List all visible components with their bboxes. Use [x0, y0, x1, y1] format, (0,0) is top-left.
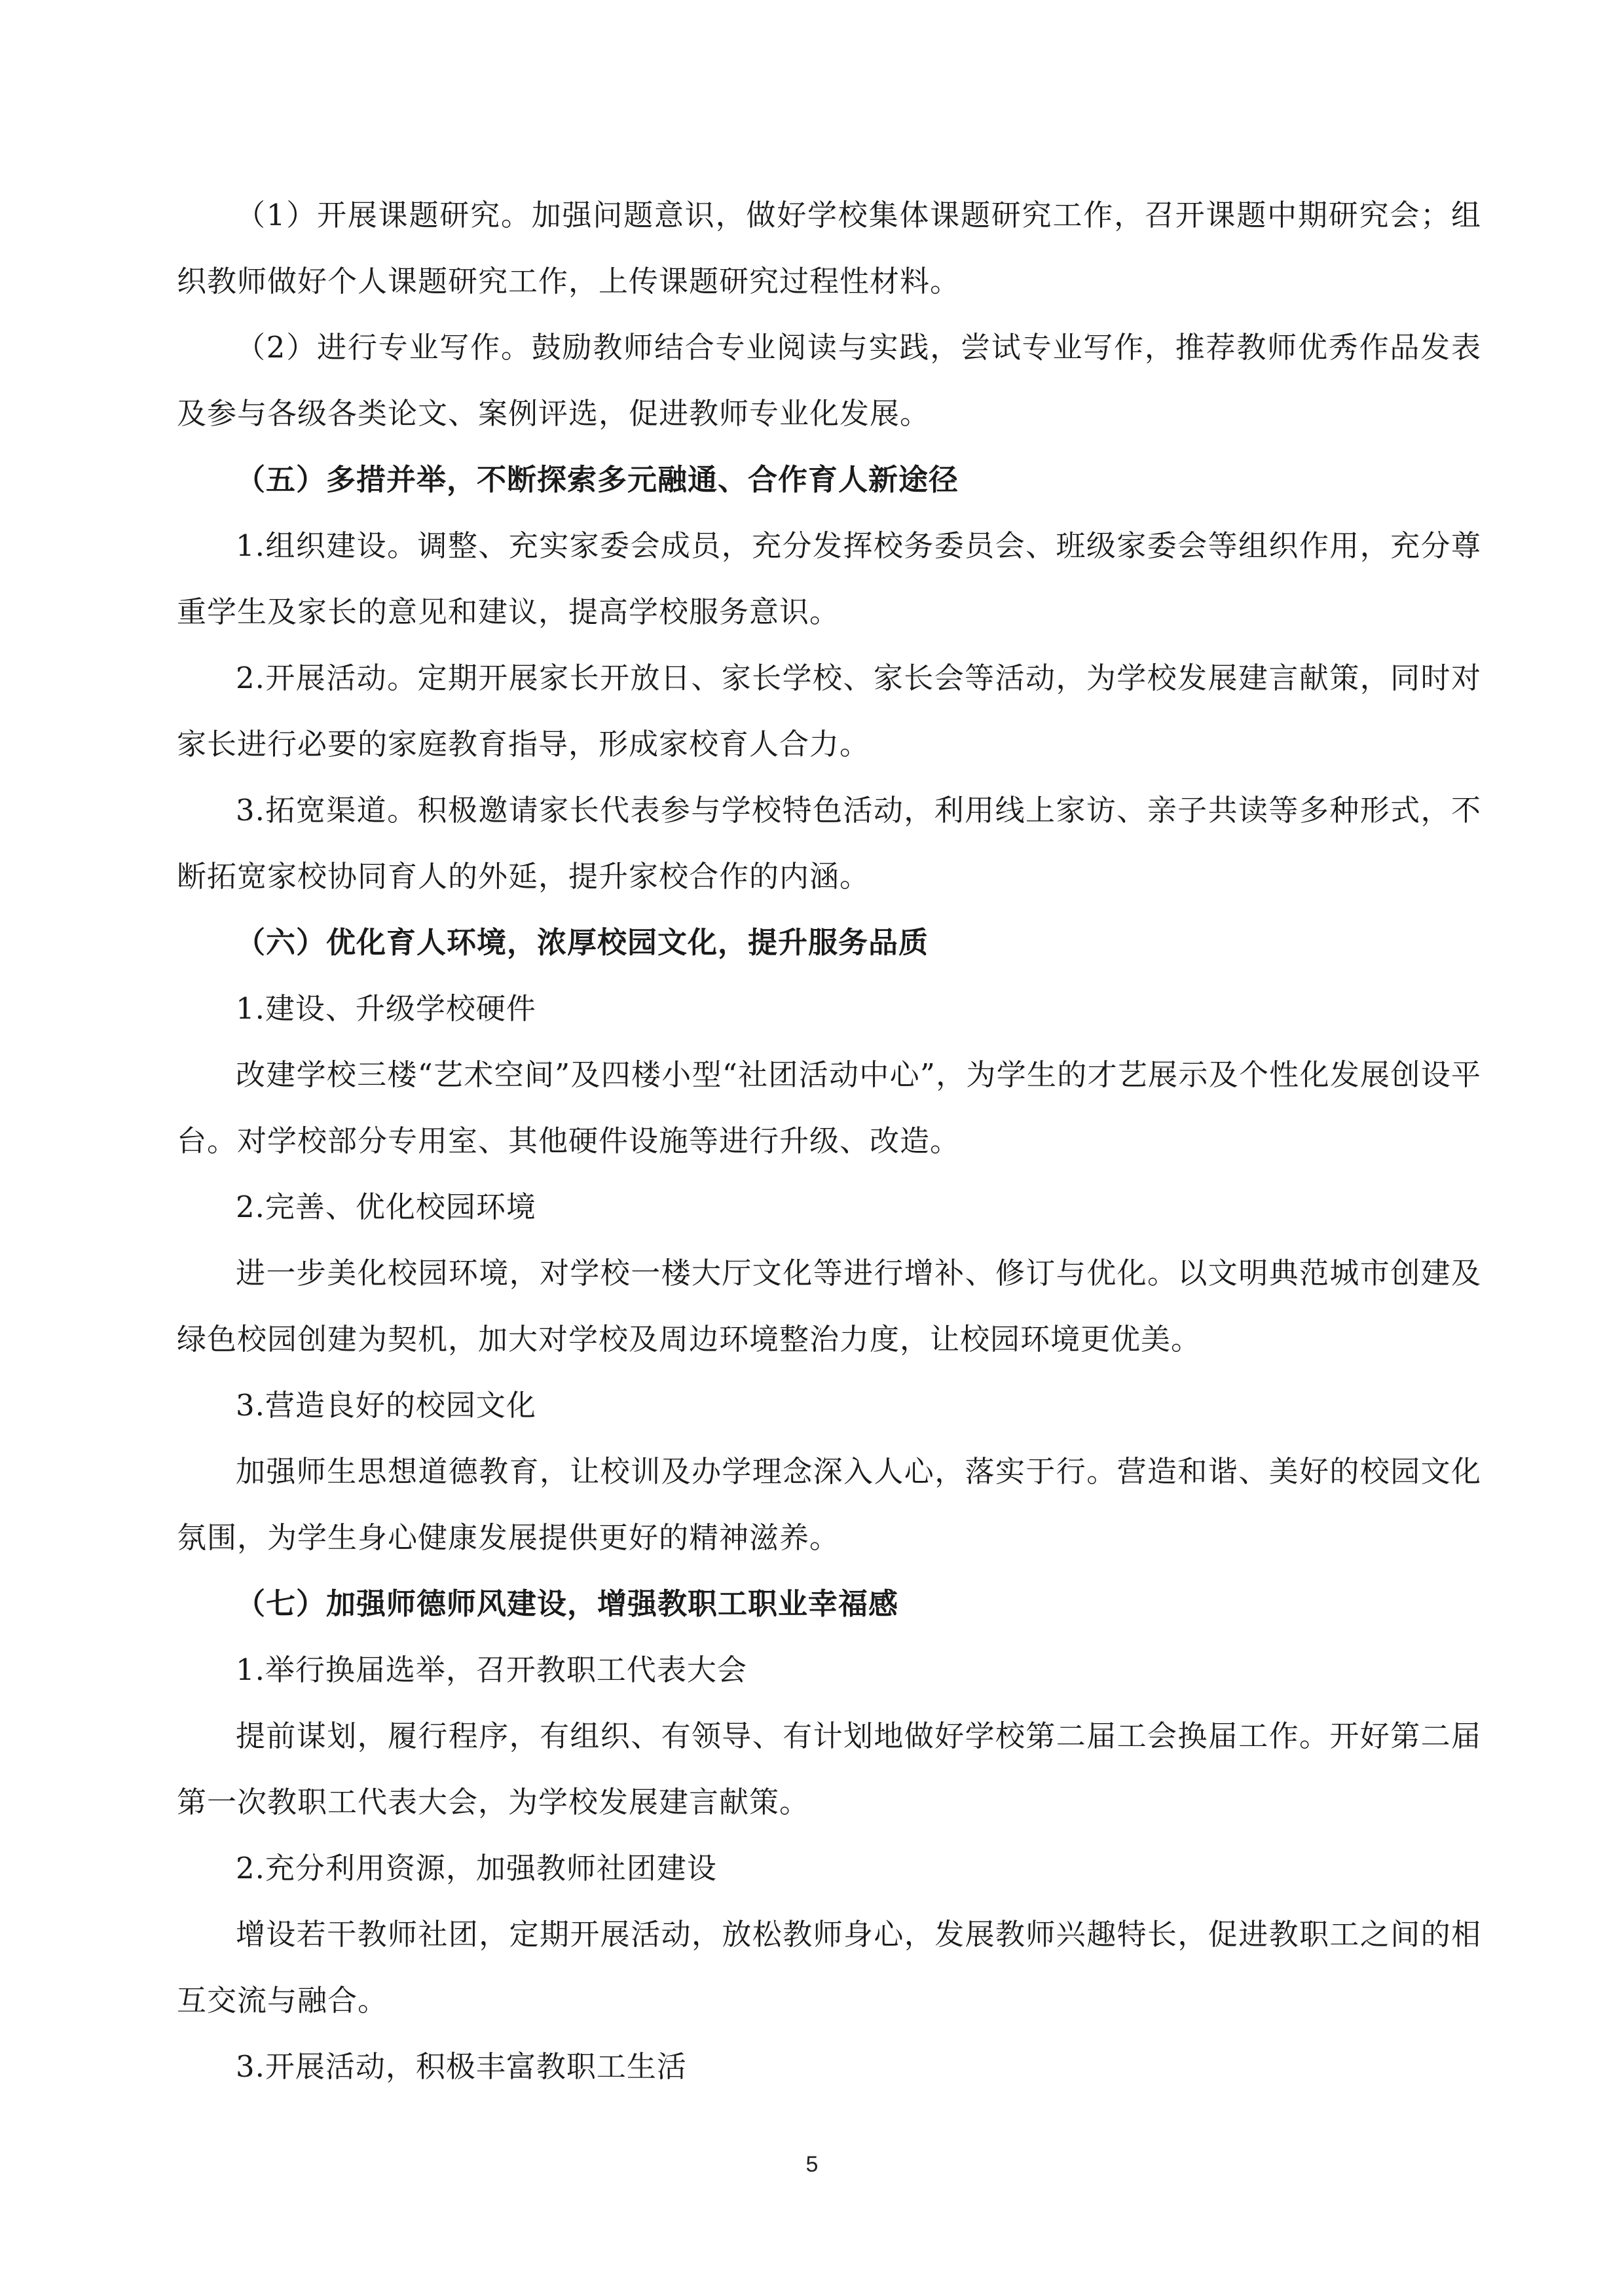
subheading-7-3: 3.开展活动，积极丰富教职工生活 [236, 2049, 687, 2084]
subheading-7-1: 1.举行换届选举，召开教职工代表大会 [236, 1652, 747, 1687]
paragraph-9: 改建学校三楼“艺术空间”及四楼小型“社团活动中心”，为学生的才艺展示及个性化发展创设平台。对学校部分专用室、其他硬件设施等进行升级、改造。 [177, 1057, 1481, 1158]
paragraph-13: 加强师生思想道德教育，让校训及办学理念深入人心，落实于行。营造和谐、美好的校园文化氛围，为学生身心健康发展提供更好的精神滋养。 [177, 1454, 1481, 1555]
subheading-6-3: 3.营造良好的校园文化 [236, 1388, 536, 1423]
page-number: 5 [805, 2152, 819, 2177]
paragraph-18: 增设若干教师社团，定期开展活动，放松教师身心，发展教师兴趣特长，促进教职工之间的相互交流与融合。 [177, 1917, 1481, 2018]
paragraph-2: （2）进行专业写作。鼓励教师结合专业阅读与实践，尝试专业写作，推荐教师优秀作品发表及参与各级各类论文、案例评选，促进教师专业化发展。 [177, 330, 1481, 431]
paragraph-6: 3.拓宽渠道。积极邀请家长代表参与学校特色活动，利用线上家访、亲子共读等多种形式，不断拓宽家校协同育人的外延，提升家校合作的内涵。 [177, 793, 1481, 894]
section-heading-5: （五）多措并举，不断探索多元融通、合作育人新途径 [236, 462, 959, 497]
subheading-7-2: 2.充分利用资源，加强教师社团建设 [236, 1851, 717, 1886]
section-heading-6: （六）优化育人环境，浓厚校园文化，提升服务品质 [236, 925, 929, 960]
section-heading-7: （七）加强师德师风建设，增强教职工职业幸福感 [236, 1586, 899, 1621]
body-text [177, 182, 1481, 2100]
paragraph-4: 1.组织建设。调整、充实家委会成员，充分发挥校务委员会、班级家委会等组织作用，充分尊重学生及家长的意见和建议，提高学校服务意识。 [177, 528, 1481, 629]
paragraph-5: 2.开展活动。定期开展家长开放日、家长学校、家长会等活动，为学校发展建言献策，同时对家长进行必要的家庭教育指导，形成家校育人合力。 [177, 661, 1481, 761]
paragraph-11: 进一步美化校园环境，对学校一楼大厅文化等进行增补、修订与优化。以文明典范城市创建及绿色校园创建为契机，加大对学校及周边环境整治力度，让校园环境更优美。 [177, 1256, 1481, 1357]
paragraph-16: 提前谋划，履行程序，有组织、有领导、有计划地做好学校第二届工会换届工作。开好第二届第一次教职工代表大会，为学校发展建言献策。 [177, 1719, 1481, 1819]
paragraph-1: （1）开展课题研究。加强问题意识，做好学校集体课题研究工作，召开课题中期研究会；组织教师做好个人课题研究工作，上传课题研究过程性材料。 [177, 198, 1481, 299]
subheading-6-2: 2.完善、优化校园环境 [236, 1190, 536, 1224]
subheading-6-1: 1.建设、升级学校硬件 [236, 991, 536, 1026]
